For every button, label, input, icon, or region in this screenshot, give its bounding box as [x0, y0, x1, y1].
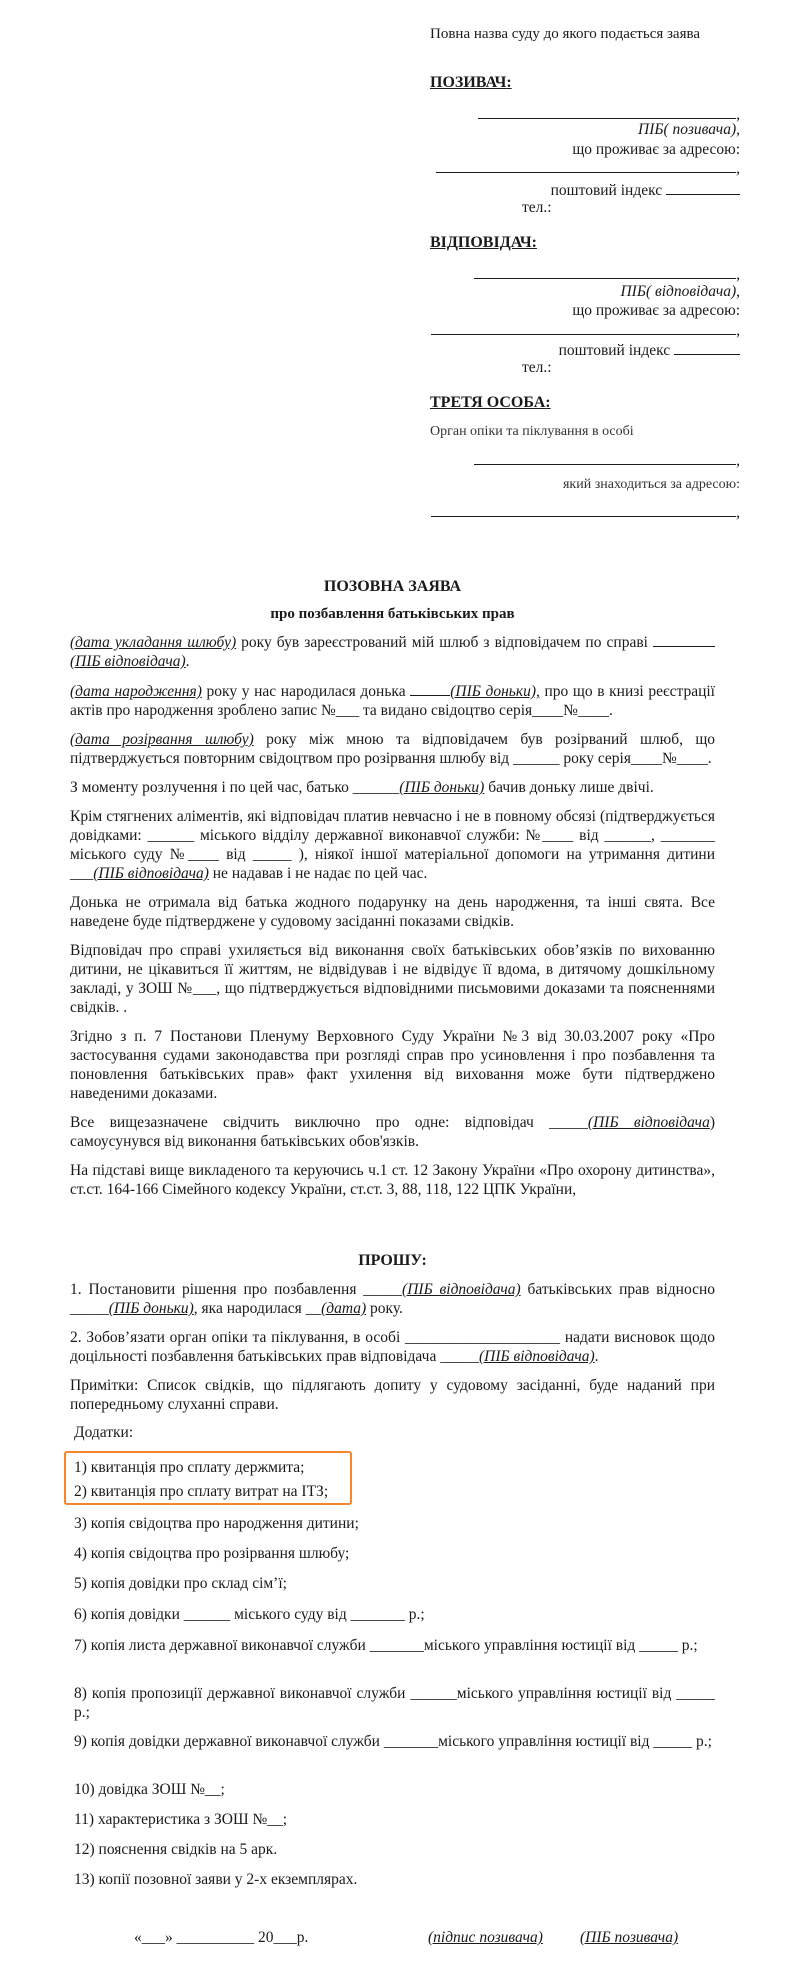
birth-date-placeholder[interactable]: (дата народження) — [70, 683, 202, 700]
defendant-phone-label: тел.: — [522, 359, 552, 376]
attachment-item: 11) характеристика з ЗОШ №__; — [74, 1811, 288, 1828]
requests-block — [70, 1280, 715, 1424]
divorce-date-placeholder[interactable]: (дата розірвання шлюбу) — [70, 731, 254, 748]
daughter-name-placeholder[interactable]: (ПІБ доньки) — [399, 779, 485, 796]
paragraph-visits: З моменту розлучення і по цей час, батько ______(ПІБ доньки) бачив доньку лише двічі. — [70, 779, 654, 796]
third-party-address-label: який знаходиться за адресою: — [562, 477, 740, 492]
defendant-address-field[interactable]: , — [420, 320, 740, 340]
signature-placeholder[interactable]: (підпис позивача) — [428, 1929, 543, 1946]
daughter-name-placeholder[interactable]: (ПІБ доньки), — [450, 683, 540, 700]
request-item-2: 2. Зобов’язати орган опіки та піклування, в особі ____________________ надати висновок щодо доцільності позбавлення батьківських прав відповідача _____(ПІБ відповідача). — [70, 1329, 715, 1365]
attachment-item: 2) квитанція про сплату витрат на ІТЗ; — [74, 1483, 329, 1500]
paragraph-birth: (дата народження) року у нас народилася донька (ПІБ доньки), про що в книзі реєстрації актів про народження зроблено запис №___ та видано свідоцтво серія____№____. — [70, 683, 715, 719]
defendant-name-field[interactable]: , — [470, 264, 740, 284]
paragraph-grounds: На підставі вище викладеного та керуючись ч.1 ст. 12 Закону України «Про охорону дитинства», ст.ст. 164-166 Сімейного кодексу України, ст.ст. 3, 88, 118, 122 ЦПК України, — [70, 1162, 715, 1198]
attachment-item: 4) копія свідоцтва про розірвання шлюбу; — [74, 1545, 350, 1562]
defendant-name-hint: ПІБ( відповідача), — [620, 283, 740, 300]
plaintiff-name-field[interactable]: , — [470, 104, 740, 124]
plaintiff-address-label: що проживає за адресою: — [572, 141, 740, 158]
attachments-label: Додатки: — [74, 1424, 134, 1441]
date-placeholder[interactable]: (дата) — [321, 1300, 367, 1317]
defendant-name-placeholder[interactable]: (ПІБ відповідача) — [70, 653, 186, 670]
defendant-name-placeholder[interactable]: (ПІБ відповідача) — [402, 1281, 521, 1298]
attachment-item: 13) копії позовної заяви у 2-х екземплярах. — [74, 1871, 358, 1888]
document-title: ПОЗОВНА ЗАЯВА — [323, 578, 462, 595]
plaintiff-phone-label: тел.: — [522, 199, 552, 216]
attachment-item: 7) копія листа державної виконавчої служби _______міського управління юстиції від _____ р.; — [74, 1637, 698, 1654]
attachment-item: 5) копія довідки про склад сім’ї; — [74, 1575, 287, 1592]
defendant-address-label: що проживає за адресою: — [572, 302, 740, 319]
marriage-date-placeholder[interactable]: (дата укладання шлюбу) — [70, 634, 237, 651]
daughter-name-placeholder[interactable]: (ПІБ доньки) — [108, 1300, 194, 1317]
plaintiff-name-hint: ПІБ( позивача), — [638, 121, 740, 138]
paragraph-evasion: Відповідач про справі ухиляється від виконання своїх батьківських обов’язків по вихованню дитини, не цікавиться її життям, не відвідував і не відвідує її вдома, в дитячому дошкільному закладі, у ЗОШ №___, що підтверджується відповідними письмовими доказами та поясненнями свідків. . — [70, 942, 715, 1016]
court-name: Повна назва суду до якого подається заява — [430, 26, 701, 42]
notes: Примітки: Список свідків, що підлягають допиту у судовому засіданні, буде наданий при попередньому слуханні справи. — [70, 1377, 715, 1413]
third-party-name-field[interactable]: , — [470, 450, 740, 470]
plaintiff-name-placeholder[interactable]: (ПІБ позивача) — [580, 1929, 679, 1946]
attachment-item: 3) копія свідоцтва про народження дитини; — [74, 1515, 359, 1532]
plaintiff-postal-field[interactable] — [666, 180, 740, 195]
paragraph-legal-basis: Згідно з п. 7 Постанови Пленуму Верховного Суду України №3 від 30.03.2007 року «Про застосування судами законодавства при розгляді справ про усиновлення і про позбавлення та поновлення батьківських прав» факт ухилення від виховання може бути підтверджено наведеними доказами. — [70, 1028, 715, 1102]
paragraph-divorce: (дата розірвання шлюбу) року між мною та відповідачем був розірваний шлюб, що підтверджується повторним свідоцтвом про розірвання шлюбу від ______ року серія____№____. — [70, 731, 716, 767]
defendant-postal: поштовий індекс — [430, 340, 740, 360]
defendant-heading: ВІДПОВІДАЧ: — [430, 234, 537, 251]
document-body — [70, 632, 715, 1209]
defendant-name-placeholder[interactable]: (ПІБ відповідача) — [478, 1348, 595, 1365]
defendant-name-placeholder[interactable]: (ПІБ відповідача — [587, 1114, 710, 1131]
attachment-item: 10) довідка ЗОШ №__; — [74, 1781, 225, 1798]
attachment-item: 9) копія довідки державної виконавчої служби _______міського управління юстиції від _____ р.; — [74, 1733, 712, 1750]
plaintiff-address-field[interactable]: , — [430, 158, 740, 178]
request-item-1: 1. Постановити рішення про позбавлення _____(ПІБ відповідача) батьківських прав відносно _____(ПІБ доньки), яка народилася __(дата) року. — [70, 1281, 716, 1317]
attachment-item: 1) квитанція про сплату держмита; — [74, 1459, 305, 1476]
attachment-item: 6) копія довідки ______ міського суду від _______ р.; — [74, 1606, 425, 1623]
third-party-address-field[interactable]: , — [420, 502, 740, 522]
defendant-name-placeholder[interactable]: (ПІБ відповідача) — [93, 865, 209, 882]
attachment-item: 8) копія пропозиції державної виконавчої служби ______міського управління юстиції від _____ р.; — [74, 1685, 715, 1721]
attachment-item: 12) пояснення свідків на 5 арк. — [74, 1841, 278, 1858]
paragraph-gifts: Донька не отримала від батька жодного подарунку на день народження, та інші свята. Все наведене буде підтверджене у судовому засіданні показами свідків. — [70, 894, 715, 930]
third-party-heading: ТРЕТЯ ОСОБА: — [430, 394, 551, 411]
document-subtitle: про позбавлення батьківських прав — [270, 606, 515, 622]
paragraph-alimony: Крім стягнених аліментів, які відповідач платив невчасно і не в повному обсязі (підтверджується довідками: ______ міського відділу державної виконавчої служби: №____ від ______, _______ міського суду №____ від _____ ), ніякої іншої матеріальної допомоги на утримання дитини ___(ПІБ відповідача) не надавав і не надає по цей час. — [70, 808, 715, 882]
third-party-org-label: Орган опіки та піклування в особі — [430, 424, 634, 439]
paragraph-conclusion: Все вищезазначене свідчить виключно про одне: відповідач _____(ПІБ відповідача) самоусунувся від виконання батьківських обов'язків. — [70, 1114, 715, 1150]
date-field[interactable]: «___» __________ 20___р. — [134, 1929, 309, 1946]
request-heading: ПРОШУ: — [358, 1252, 427, 1269]
plaintiff-postal: поштовий індекс — [430, 180, 740, 200]
paragraph-marriage: (дата укладання шлюбу) року був зареєстрований мій шлюб з відповідачем по справі (ПІБ відповідача). — [70, 632, 715, 671]
defendant-postal-field[interactable] — [674, 340, 740, 355]
plaintiff-heading: ПОЗИВАЧ: — [430, 74, 512, 91]
